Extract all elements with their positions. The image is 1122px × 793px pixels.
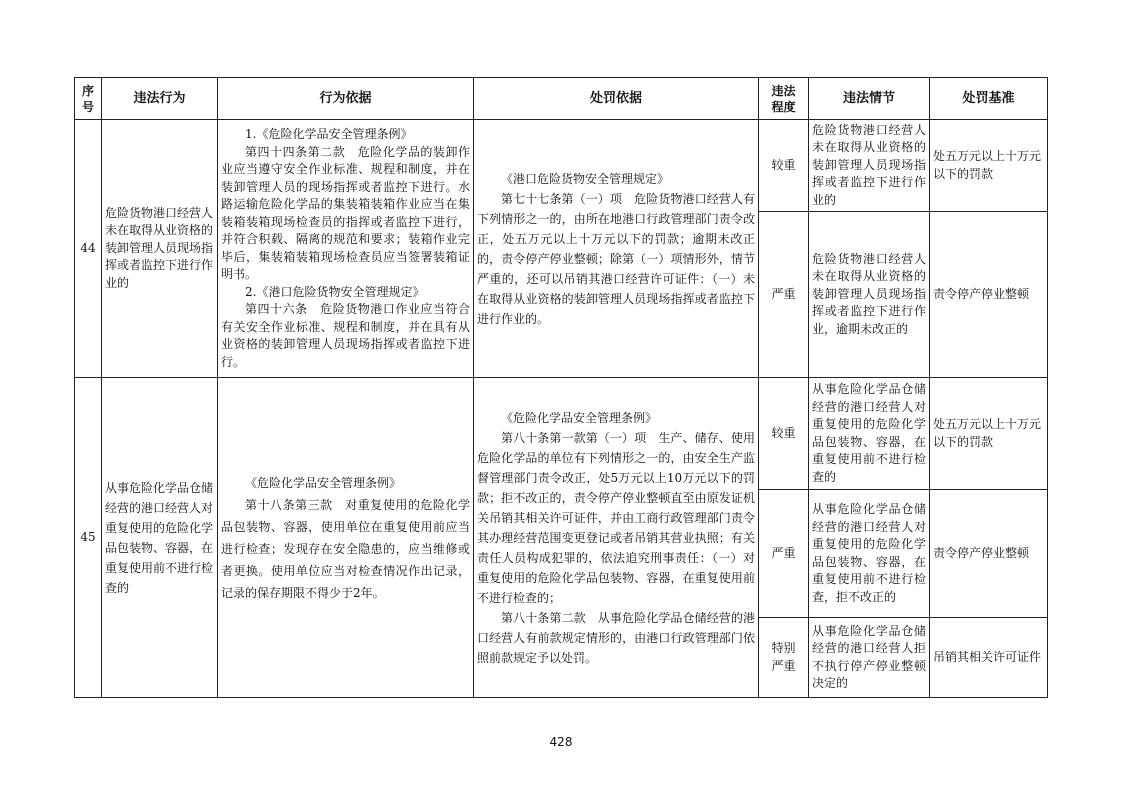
circumstance: 危险货物港口经营人未在取得从业资格的装卸管理人员现场指挥或者监控下进行作业的 [809,120,930,212]
basis-paragraph: 第十八条第三款 对重复使用的危险化学品包装物、容器，使用单位在重复使用前应当进行检查；发现存在安全隐患的，应当维修或者更换。使用单位应当对检查情况作出记录，记录的保存期限不得少于2年。 [221,497,470,600]
circumstance: 危险货物港口经营人未在取得从业资格的装卸管理人员现场指挥或者监控下进行作业，逾期未改正的 [809,212,930,378]
circumstance: 从事危险化学品仓储经营的港口经营人对重复使用的危险化学品包装物、容器，在重复使用前不进行检查，拒不改正的 [809,490,930,618]
penalty-paragraph: 第七十七条第（一）项 危险货物港口经营人有下列情形之一的，由所在地港口行政管理部门责令改正，处五万元以上十万元以下的罚款；逾期未改正的，责令停产停业整顿；除第（一）项情形外，情节严重的，还可以吊销其港口经营许可证件：（一）未在取得从业资格的装卸管理人员现场指挥或者监控下进行作业的。 [477,191,755,326]
penalty-basis [474,120,759,378]
penalty-basis [474,378,759,698]
violation-act: 危险货物港口经营人未在取得从业资格的装卸管理人员现场指挥或者监控下进行作业的 [102,120,218,378]
header-penalty-basis: 处罚依据 [474,78,759,120]
page-number: 428 [549,735,573,749]
penalty-standard: 责令停产停业整顿 [930,490,1048,618]
basis-paragraph: 第四十六条 危险货物港口作业应当符合有关安全作业标准、规程和制度，并在具有从业资格的装卸管理人员现场指挥或者监控下进行。 [221,302,470,369]
circumstance: 从事危险化学品仓储经营的港口经营人对重复使用的危险化学品包装物、容器，在重复使用前不进行检查的 [809,378,930,490]
act-basis [218,378,474,698]
degree: 特别严重 [759,618,809,698]
row-number: 44 [75,120,102,378]
header-violation-act: 违法行为 [102,78,218,120]
penalty-paragraph: 《危险化学品安全管理条例》 [501,410,658,425]
degree: 严重 [759,490,809,618]
penalty-paragraph: 第八十条第二款 从事危险化学品仓储经营的港口经营人有前款规定情形的，由港口行政管理部门依照前款规定予以处罚。 [477,610,755,665]
table-row [75,120,1048,212]
penalty-standard: 吊销其相关许可证件 [930,618,1048,698]
circumstance: 从事危险化学品仓储经营的港口经营人拒不执行停产停业整顿决定的 [809,618,930,698]
violation-act: 从事危险化学品仓储经营的港口经营人对重复使用的危险化学品包装物、容器，在重复使用前不进行检查的 [102,378,218,698]
penalty-standard: 处五万元以上十万元以下的罚款 [930,378,1048,490]
header-no: 序号 [75,78,102,120]
degree: 较重 [759,120,809,212]
row-number: 45 [75,378,102,698]
penalty-standard-table [74,77,1048,698]
penalty-standard: 责令停产停业整顿 [930,212,1048,378]
table-row [75,378,1048,490]
penalty-standard: 处五万元以上十万元以下的罚款 [930,120,1048,212]
penalty-paragraph: 第八十条第一款第（一）项 生产、储存、使用危险化学品的单位有下列情形之一的，由安全生产监督管理部门责令改正，处5万元以上10万元以下的罚款；拒不改正的，责令停产停业整顿直至由原发证机关吊销其相关许可证件，并由工商行政管理部门责令其办理经营范围变更登记或者吊销其营业执照；有关责任人员构成犯罪的，依法追究刑事责任：（一）对重复使用的危险化学品包装物、容器，在重复使用前不进行检查的； [477,430,755,605]
degree: 严重 [759,212,809,378]
basis-paragraph: 2.《港口危险货物安全管理规定》 [245,284,425,299]
basis-paragraph: 1.《危险化学品安全管理条例》 [245,127,413,141]
act-basis [218,120,474,378]
degree: 较重 [759,378,809,490]
header-degree: 违法程度 [759,78,809,120]
header-circumstance: 违法情节 [809,78,930,120]
basis-paragraph: 第四十四条第二款 危险化学品的装卸作业应当遵守安全作业标准、规程和制度，并在装卸管理人员的现场指挥或者监控下进行。水路运输危险化学品的集装箱装箱作业应当在集装箱装箱现场检查员的指挥或者监控下进行，并符合积载、隔离的规范和要求；装箱作业完毕后，集装箱装箱现场检查员应当签署装箱证明书。 [221,144,470,281]
header-row [75,78,1048,120]
header-act-basis: 行为依据 [218,78,474,120]
penalty-paragraph: 《港口危险货物安全管理规定》 [501,171,670,186]
header-standard: 处罚基准 [930,78,1048,120]
basis-paragraph: 《危险化学品安全管理条例》 [245,475,402,490]
